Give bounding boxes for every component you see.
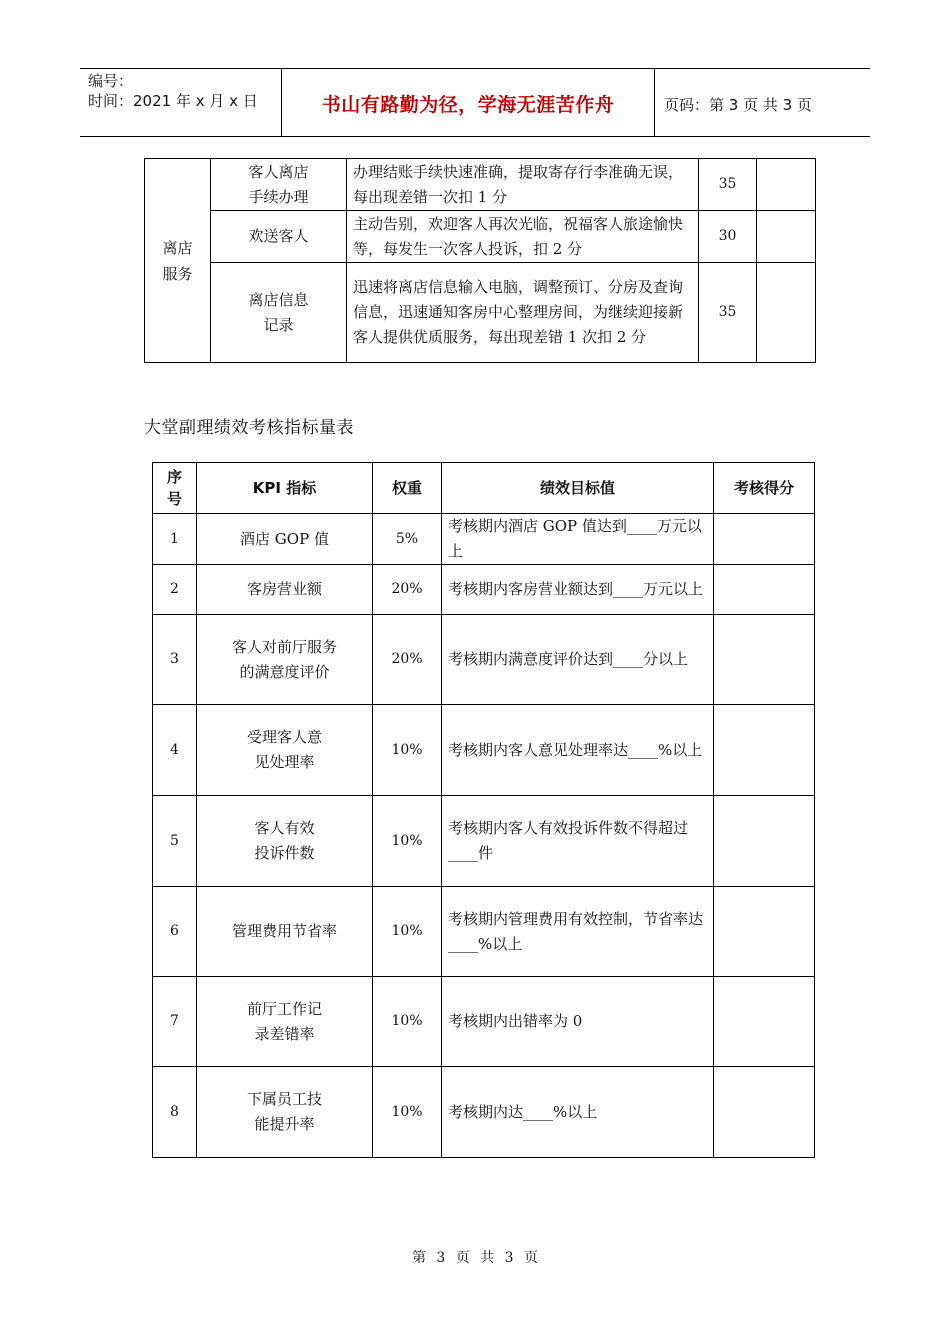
weight-cell: 10% [373,977,442,1067]
col-header-kpi: KPI 指标 [197,463,373,514]
col-header-seq [153,463,197,514]
col-header-seq-label: 序号 [167,468,183,508]
seq-cell: 1 [153,514,197,565]
doc-number-label: 编号： [88,72,134,90]
header-page-info: 页码：第 3 页 共 3 页 [664,96,812,114]
doc-date: 时间：2021 年 x 月 x 日 [88,92,258,110]
score-cell: 35 [699,263,757,363]
seq-cell: 3 [153,615,197,705]
weight-cell: 10% [373,887,442,977]
result-cell [757,211,816,263]
kpi-label: 客人对前厅服务的满意度评价 [232,637,338,681]
score-cell: 35 [699,159,757,211]
weight-cell: 10% [373,705,442,796]
kpi-cell [197,796,373,887]
result-cell [757,263,816,363]
desc-cell: 迅速将离店信息输入电脑，调整预订、分房及查询信息，迅速通知客房中心整理房间，为继续迎接新客人提供优质服务，每出现差错 1 次扣 2 分 [347,263,699,363]
target-cell: 考核期内酒店 GOP 值达到____万元以上 [442,514,714,565]
weight-cell: 20% [373,565,442,615]
kpi-cell [197,705,373,796]
seq-cell: 5 [153,796,197,887]
seq-cell: 4 [153,705,197,796]
weight-cell: 5% [373,514,442,565]
table-row [153,565,815,615]
score-input-cell [714,615,815,705]
table-row [153,705,815,796]
target-cell: 考核期内客人意见处理率达____%以上 [442,705,714,796]
score-input-cell [714,1067,815,1158]
kpi-cell [197,977,373,1067]
score-input-cell [714,565,815,615]
kpi-cell: 管理费用节省率 [197,887,373,977]
result-cell [757,159,816,211]
category-label: 离店服务 [162,238,193,283]
seq-cell: 7 [153,977,197,1067]
table-row [153,977,815,1067]
col-header-target: 绩效目标值 [442,463,714,514]
col-header-weight: 权重 [373,463,442,514]
target-cell: 考核期内满意度评价达到____分以上 [442,615,714,705]
item-label: 欢送客人 [248,227,309,245]
header-divider-right [654,68,655,136]
page-footer: 第 3 页 共 3 页 [411,1250,539,1266]
weight-cell: 10% [373,1067,442,1158]
table-row [153,796,815,887]
col-header-score: 考核得分 [714,463,815,514]
score-input-cell [714,887,815,977]
weight-cell: 10% [373,796,442,887]
target-cell: 考核期内管理费用有效控制，节省率达____%以上 [442,887,714,977]
weight-cell: 20% [373,615,442,705]
category-cell [145,159,211,363]
target-cell: 考核期内客房营业额达到____万元以上 [442,565,714,615]
item-cell [211,159,347,211]
kpi-label: 客人有效投诉件数 [254,819,315,862]
score-cell: 30 [699,211,757,263]
table-row [145,211,816,263]
desc-cell: 主动告别，欢迎客人再次光临，祝福客人旅途愉快等，每发生一次客人投诉，扣 2 分 [347,211,699,263]
kpi-cell: 酒店 GOP 值 [197,514,373,565]
table-row [153,887,815,977]
target-cell: 考核期内达____%以上 [442,1067,714,1158]
table-row [153,1067,815,1158]
kpi-cell [197,1067,373,1158]
item-cell [211,263,347,363]
header-top-rule [80,68,870,69]
seq-cell: 6 [153,887,197,977]
seq-cell: 2 [153,565,197,615]
kpi-table [152,462,815,1158]
kpi-table-title: 大堂副理绩效考核指标量表 [144,418,354,438]
kpi-header-row [153,463,815,514]
seq-cell: 8 [153,1067,197,1158]
score-input-cell [714,796,815,887]
kpi-cell: 客房营业额 [197,565,373,615]
target-cell: 考核期内出错率为 0 [442,977,714,1067]
target-cell: 考核期内客人有效投诉件数不得超过____件 [442,796,714,887]
table-row [153,615,815,705]
item-label: 离店信息记录 [248,290,309,334]
score-input-cell [714,977,815,1067]
table-row [145,263,816,363]
header-motto: 书山有路勤为径，学海无涯苦作舟 [321,94,615,116]
item-label: 客人离店手续办理 [248,162,309,206]
departure-service-table [144,158,816,363]
table-row [153,514,815,565]
score-input-cell [714,514,815,565]
desc-cell: 办理结账手续快速准确，提取寄存行李准确无误，每出现差错一次扣 1 分 [347,159,699,211]
header-bottom-rule [80,136,870,137]
kpi-label: 受理客人意见处理率 [247,728,323,771]
item-cell [211,211,347,263]
table-row [145,159,816,211]
kpi-cell [197,615,373,705]
score-input-cell [714,705,815,796]
kpi-label: 前厅工作记录差错率 [247,999,323,1043]
kpi-label: 下属员工技能提升率 [247,1090,323,1133]
